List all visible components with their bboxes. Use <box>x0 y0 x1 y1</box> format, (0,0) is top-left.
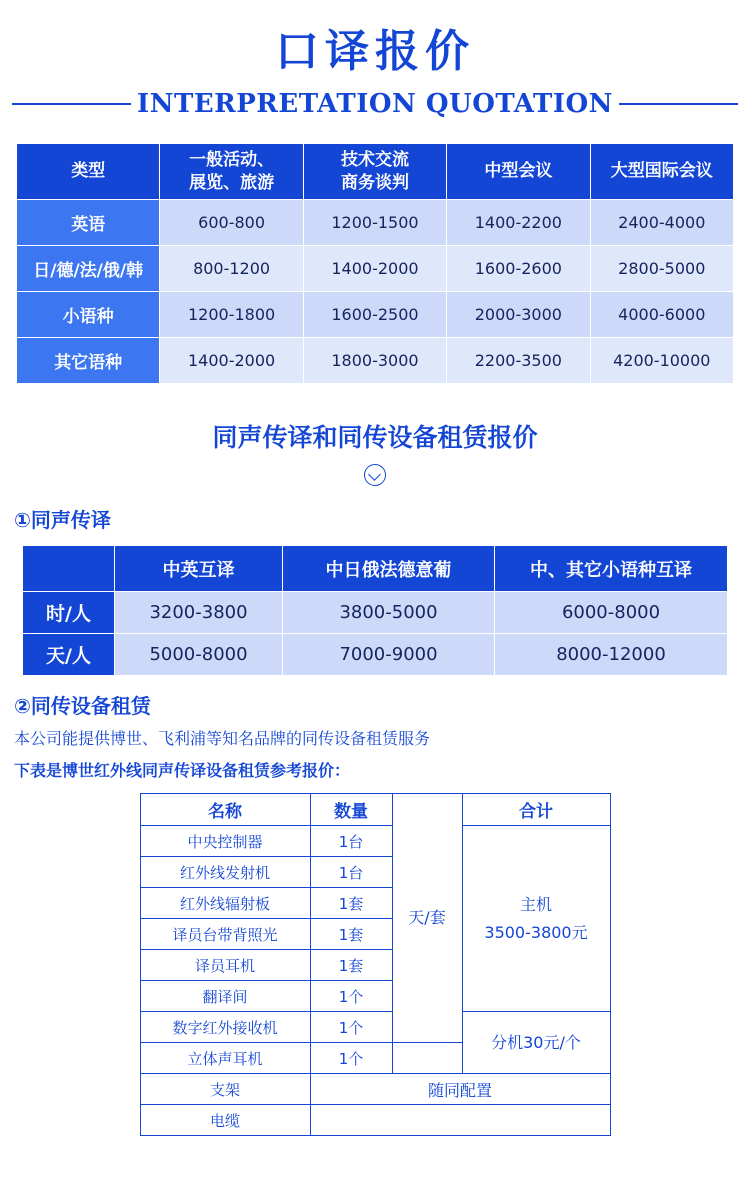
subsection-title-simultaneous: ①同声传译 <box>14 508 111 532</box>
cell-day-cnen: 5000-8000 <box>115 634 283 676</box>
cell-hour-other: 6000-8000 <box>495 592 728 634</box>
cell-jdfrk-general: 800-1200 <box>160 246 303 292</box>
page-header <box>0 0 750 119</box>
col-equipment-name: 名称 <box>140 794 310 826</box>
cell-item-name: 译员台带背照光 <box>140 919 310 950</box>
cell-day-other: 8000-12000 <box>495 634 728 676</box>
main-price-table <box>16 143 734 384</box>
cell-jdfrk-medium: 1600-2600 <box>447 246 590 292</box>
cell-item-name: 电缆 <box>140 1105 310 1136</box>
row-label-other-languages: 其它语种 <box>17 338 160 384</box>
main-price-table-wrap <box>16 143 734 384</box>
equipment-rental-table <box>140 793 611 1136</box>
table-header-row <box>17 144 734 200</box>
col-large-conference: 大型国际会议 <box>590 144 733 200</box>
cell-item-qty: 1个 <box>310 1043 392 1074</box>
cell-unit-per-day-set: 天/套 <box>392 794 462 1043</box>
cell-item-qty: 1套 <box>310 950 392 981</box>
col-medium-conference: 中型会议 <box>447 144 590 200</box>
cell-item-name: 红外线发射机 <box>140 857 310 888</box>
section-title: 同声传译和同传设备租赁报价 <box>212 423 538 452</box>
cell-item-name: 译员耳机 <box>140 950 310 981</box>
cell-jdfrk-large: 2800-5000 <box>590 246 733 292</box>
table-row <box>140 1012 610 1043</box>
cell-minor-medium: 2000-3000 <box>447 292 590 338</box>
table-row <box>23 592 728 634</box>
cell-item-name: 立体声耳机 <box>140 1043 310 1074</box>
table-header-row <box>23 546 728 592</box>
col-cn-other-minor: 中、其它小语种互译 <box>495 546 728 592</box>
table-row <box>140 1074 610 1105</box>
table-row <box>17 200 734 246</box>
subsection-title-equipment: ②同传设备租赁 <box>14 694 151 718</box>
cell-english-general: 600-800 <box>160 200 303 246</box>
total-main-line1: 主机 <box>519 895 552 915</box>
chevron-down-wrap <box>0 464 750 490</box>
row-label-english: 英语 <box>17 200 160 246</box>
col-technical-business <box>303 144 446 200</box>
cell-item-qty: 1套 <box>310 919 392 950</box>
table-header-row <box>140 794 610 826</box>
cell-item-qty: 1个 <box>310 981 392 1012</box>
col-general-events-line1: 一般活动、 <box>189 150 275 171</box>
col-empty-corner <box>23 546 115 592</box>
title-rule-right <box>619 103 738 105</box>
rental-paragraph-2: 下表是博世红外线同声传译设备租赁参考报价： <box>14 761 351 780</box>
cell-other-technical: 1800-3000 <box>303 338 446 384</box>
cell-day-multi: 7000-9000 <box>283 634 495 676</box>
cell-minor-general: 1200-1800 <box>160 292 303 338</box>
table-row <box>17 292 734 338</box>
total-main-line2: 3500-3800元 <box>484 922 588 942</box>
row-label-per-hour: 时/人 <box>23 592 115 634</box>
cell-item-qty: 1个 <box>310 1012 392 1043</box>
cell-hour-cnen: 3200-3800 <box>115 592 283 634</box>
cell-hour-multi: 3800-5000 <box>283 592 495 634</box>
cell-other-general: 1400-2000 <box>160 338 303 384</box>
simultaneous-price-table <box>22 545 728 676</box>
table-row <box>17 338 734 384</box>
cell-bracket-note: 随同配置 <box>310 1074 610 1105</box>
cell-item-qty: 1台 <box>310 857 392 888</box>
table-row <box>140 1105 610 1136</box>
cell-item-name: 数字红外接收机 <box>140 1012 310 1043</box>
cell-cable-note <box>310 1105 610 1136</box>
cell-item-name: 支架 <box>140 1074 310 1105</box>
cell-minor-technical: 1600-2500 <box>303 292 446 338</box>
page-title-en-row <box>0 89 750 119</box>
cell-item-name: 中央控制器 <box>140 826 310 857</box>
col-cn-en: 中英互译 <box>115 546 283 592</box>
col-cn-multi: 中日俄法德意葡 <box>283 546 495 592</box>
col-general-events <box>160 144 303 200</box>
table-row <box>140 826 610 857</box>
cell-english-technical: 1200-1500 <box>303 200 446 246</box>
cell-total-main <box>462 826 610 1012</box>
row-label-jp-de-fr-ru-kr: 日/德/法/俄/韩 <box>17 246 160 292</box>
table-row <box>23 634 728 676</box>
cell-other-medium: 2200-3500 <box>447 338 590 384</box>
cell-total-sub: 分机30元/个 <box>462 1012 610 1074</box>
cell-jdfrk-technical: 1400-2000 <box>303 246 446 292</box>
cell-other-large: 4200-10000 <box>590 338 733 384</box>
col-equipment-qty: 数量 <box>310 794 392 826</box>
cell-item-name: 红外线辐射板 <box>140 888 310 919</box>
cell-item-qty: 1套 <box>310 888 392 919</box>
table-row <box>17 246 734 292</box>
simultaneous-table-wrap <box>22 545 728 676</box>
cell-minor-large: 4000-6000 <box>590 292 733 338</box>
col-equipment-total: 合计 <box>462 794 610 826</box>
chevron-down-icon <box>364 464 386 486</box>
page-title-cn: 口译报价 <box>275 26 475 77</box>
rental-paragraph-1: 本公司能提供博世、飞利浦等知名品牌的同传设备租赁服务 <box>14 729 431 748</box>
cell-item-name: 翻译间 <box>140 981 310 1012</box>
col-type: 类型 <box>17 144 160 200</box>
title-rule-left <box>12 103 131 105</box>
cell-item-qty: 1台 <box>310 826 392 857</box>
cell-english-large: 2400-4000 <box>590 200 733 246</box>
col-general-events-line2: 展览、旅游 <box>189 172 275 193</box>
row-label-per-day: 天/人 <box>23 634 115 676</box>
cell-english-medium: 1400-2200 <box>447 200 590 246</box>
col-technical-business-line1: 技术交流 <box>340 150 409 171</box>
equipment-table-wrap <box>0 793 750 1136</box>
row-label-minor-languages: 小语种 <box>17 292 160 338</box>
page-title-en: INTERPRETATION QUOTATION <box>137 89 613 119</box>
col-technical-business-line2: 商务谈判 <box>340 172 409 193</box>
